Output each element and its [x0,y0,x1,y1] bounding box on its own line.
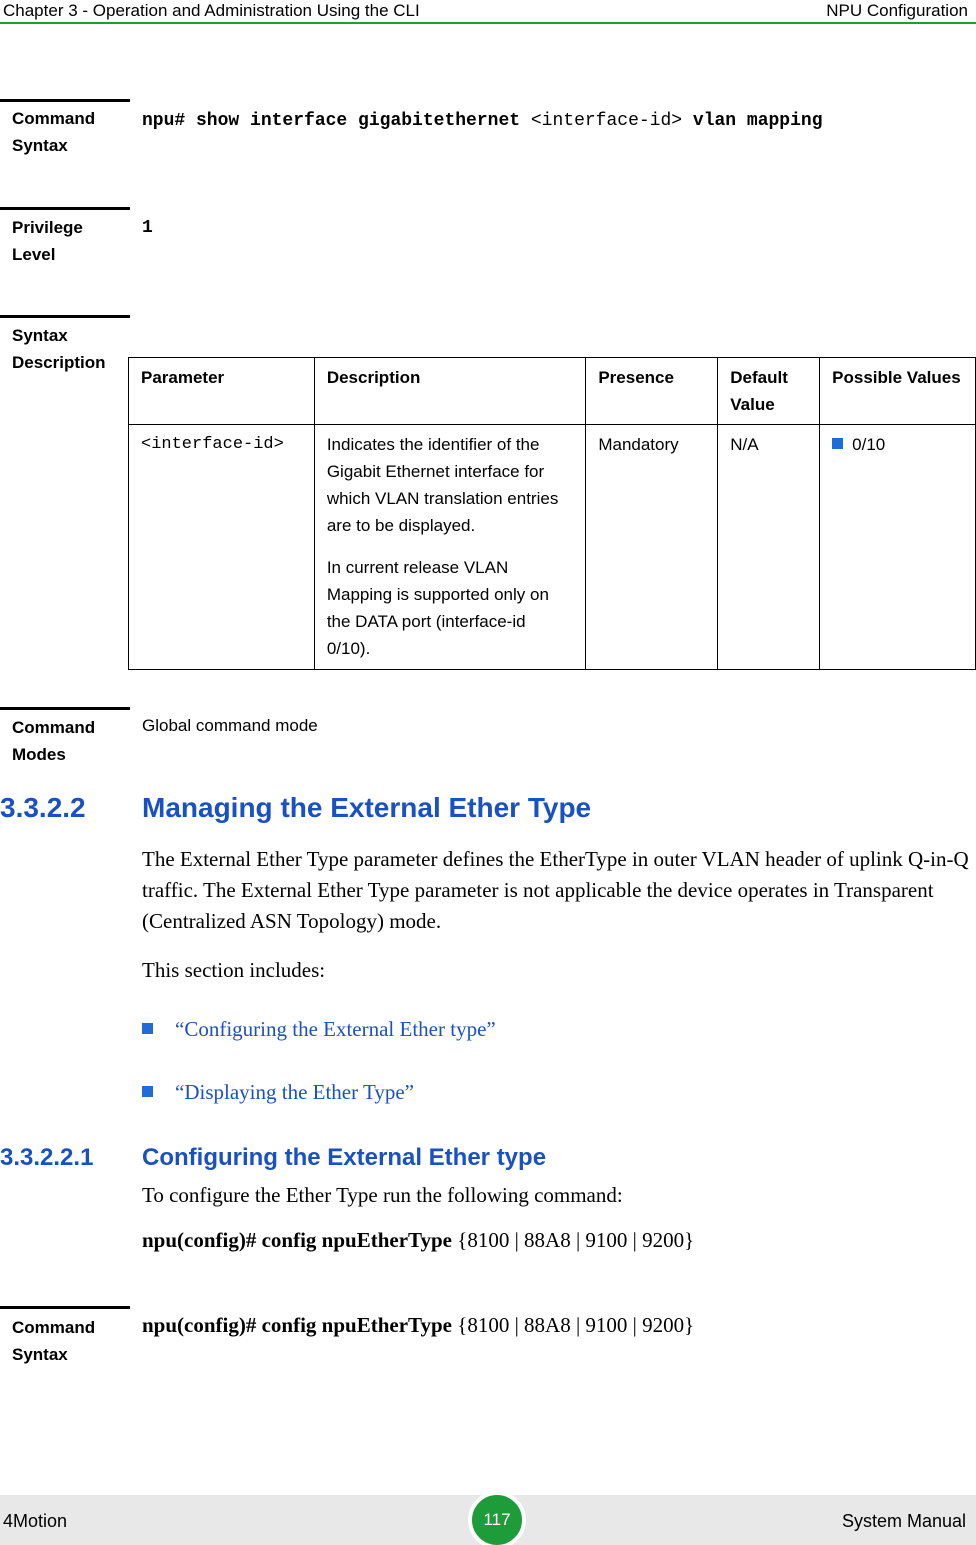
header-possible-values: Possible Values [820,358,976,425]
section-intro: This section includes: [142,958,326,982]
table-header-row [129,358,976,425]
divider [0,99,130,102]
divider [0,315,130,318]
header-default-value: Default Value [718,358,820,425]
subsection-heading: 3.3.2.2.1 Configuring the External Ether type [0,1144,547,1171]
manual-name: System Manual [841,1511,966,1531]
cell-description: Indicates the identifier of the Gigabit Ethernet interface for which VLAN translation entries are to be displayed. In current release VLAN Mapping is supported only on the DATA port (interface-id 0/10). [314,425,586,670]
bullet-square-icon [142,1086,153,1097]
link-displaying-ether-type[interactable]: “Displaying the Ether Type” [142,1080,414,1105]
syntax-description-table [128,357,976,670]
command-syntax-value: npu# show interface gigabitethernet <interface-id> vlan mapping [142,111,823,131]
header-description: Description [314,358,586,425]
header-presence: Presence [586,358,718,425]
command-syntax-label-2: Command Syntax [12,1318,96,1364]
subsection-command: npu(config)# config npuEtherType {8100 | 88A8 | 9100 | 9200} [142,1228,695,1252]
page-footer [0,1495,976,1545]
subsection-intro: To configure the Ether Type run the following command: [142,1183,623,1207]
command-modes-label: Command Modes [12,718,96,764]
divider [0,1306,130,1309]
bullet-square-icon [832,438,843,449]
chapter-title: Chapter 3 - Operation and Administration Using the CLI [3,1,420,20]
divider [0,207,130,210]
cell-default: N/A [718,425,820,670]
link-configuring-external-ether-type[interactable]: “Configuring the External Ether type” [142,1017,496,1042]
page-number-badge: 117 [468,1491,526,1545]
header-parameter: Parameter [129,358,315,425]
section-title: NPU Configuration [826,1,968,20]
command-syntax-label: Command Syntax [12,109,96,155]
syntax-description-label: Syntax Description [12,326,106,372]
cell-parameter: <interface-id> [129,425,315,670]
privilege-level-label: Privilege Level [12,218,83,264]
page-header [0,0,976,24]
command-syntax-value-2: npu(config)# config npuEtherType {8100 | 88A8 | 9100 | 9200} [142,1313,695,1337]
cell-possible: 0/10 [820,425,976,670]
section-heading: 3.3.2.2 Managing the External Ether Type [0,792,592,823]
divider [0,707,130,710]
section-paragraph: The External Ether Type parameter defines the EtherType in outer VLAN header of uplink Q-in-Q traffic. The External Ether Type parameter is not applicable the device operates in Transparent (Centralized ASN Topology) mode. [142,847,969,933]
privilege-level-value: 1 [142,218,153,238]
command-modes-value: Global command mode [142,716,318,735]
table-row [129,425,976,670]
bullet-square-icon [142,1023,153,1034]
cell-presence: Mandatory [586,425,718,670]
product-name: 4Motion [3,1511,68,1531]
